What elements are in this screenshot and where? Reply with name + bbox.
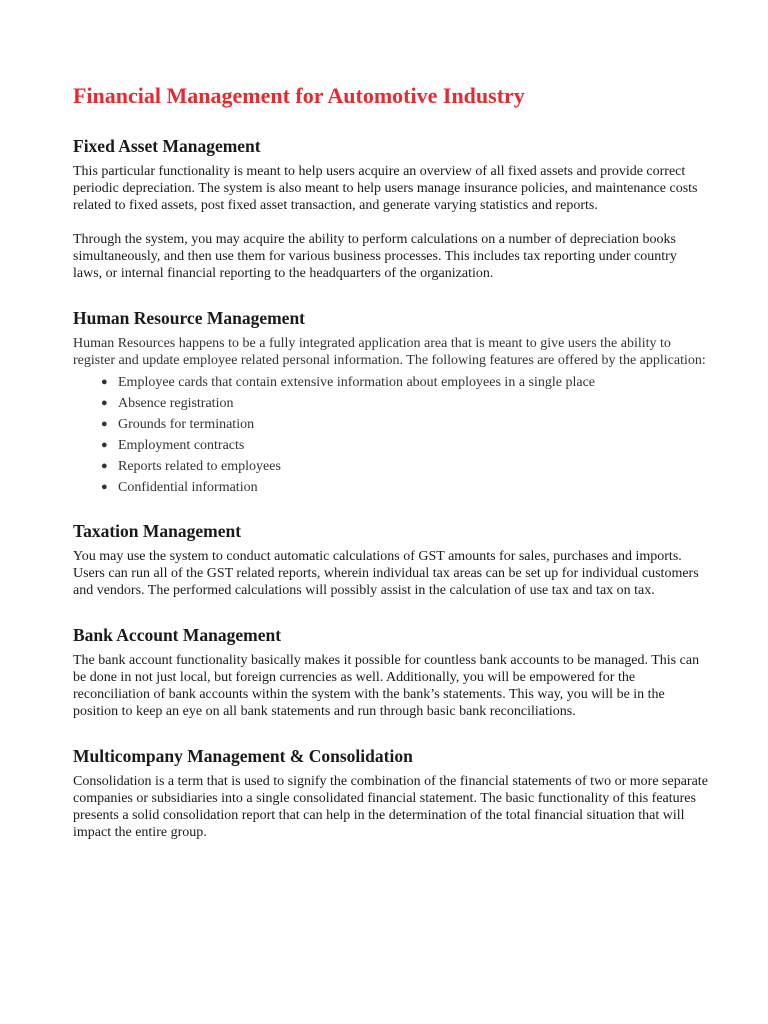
document-title: Financial Management for Automotive Industry [73, 83, 525, 108]
list-item-text: Employee cards that contain extensive information about employees in a single place [118, 375, 596, 390]
list-item-text: Absence registration [118, 396, 234, 411]
list-item [101, 393, 708, 414]
section-multicompany-management-consolidation [73, 745, 708, 841]
paragraph: The bank account functionality basically makes it possible for countless bank accounts to be managed. This can be done in not just local, but foreign currencies as well. Additionally, you will be empowered for the reconciliation of bank accounts within the system with the bank’s statements. This way, you will be in the position to keep an eye on all bank statements and run through basic bank reconciliations. [73, 653, 700, 719]
list-item-text: Grounds for termination [118, 417, 255, 432]
bullet-icon: ● [101, 460, 108, 472]
section-fixed-asset-management [73, 135, 708, 282]
section-bank-account-management [73, 624, 708, 720]
paragraph: You may use the system to conduct automatic calculations of GST amounts for sales, purchases and imports. Users can run all of the GST related reports, wherein individual tax areas can be set up for individual customers and vendors. The performed calculations will possibly assist in the calculation of use tax and tax on tax. [73, 549, 699, 598]
bullet-icon: ● [101, 397, 108, 409]
list-item [101, 435, 708, 456]
section-heading: Human Resource Management [73, 308, 306, 328]
list-item [101, 456, 708, 477]
section-heading: Multicompany Management & Consolidation [73, 746, 413, 766]
list-item-text: Employment contracts [118, 438, 245, 453]
list-item [101, 372, 708, 393]
bullet-icon: ● [101, 439, 108, 451]
list-item-text: Confidential information [118, 480, 258, 495]
paragraph: Through the system, you may acquire the ability to perform calculations on a number of depreciation books simultaneously, and then use them for various business processes. This includes tax reporting under country laws, or internal financial reporting to the headquarters of the organization. [73, 232, 677, 281]
bullet-icon: ● [101, 481, 108, 493]
bullet-icon: ● [101, 418, 108, 430]
list-item [101, 477, 708, 498]
list-item-text: Reports related to employees [118, 459, 281, 474]
section-heading: Bank Account Management [73, 625, 282, 645]
paragraph: This particular functionality is meant to help users acquire an overview of all fixed assets and provide correct periodic depreciation. The system is also meant to help users manage insurance policies, and maintenance costs related to fixed assets, post fixed asset transaction, and generate varying statistics and reports. [73, 164, 698, 213]
paragraph: Consolidation is a term that is used to signify the combination of the financial statements of two or more separate companies or subsidiaries into a single consolidated financial statement. The basic functionality of this features presents a solid consolidation report that can help in the determination of the total financial situation that will impact the entire group. [73, 774, 708, 840]
paragraph: Human Resources happens to be a fully integrated application area that is meant to give users the ability to register and update employee related personal information. The following features are offered by the application: [73, 336, 706, 368]
list-item [101, 414, 708, 435]
section-human-resource-management [73, 307, 708, 498]
section-heading: Taxation Management [73, 521, 242, 541]
feature-list [73, 372, 708, 498]
section-taxation-management [73, 520, 708, 599]
bullet-icon: ● [101, 376, 108, 388]
section-heading: Fixed Asset Management [73, 136, 261, 156]
